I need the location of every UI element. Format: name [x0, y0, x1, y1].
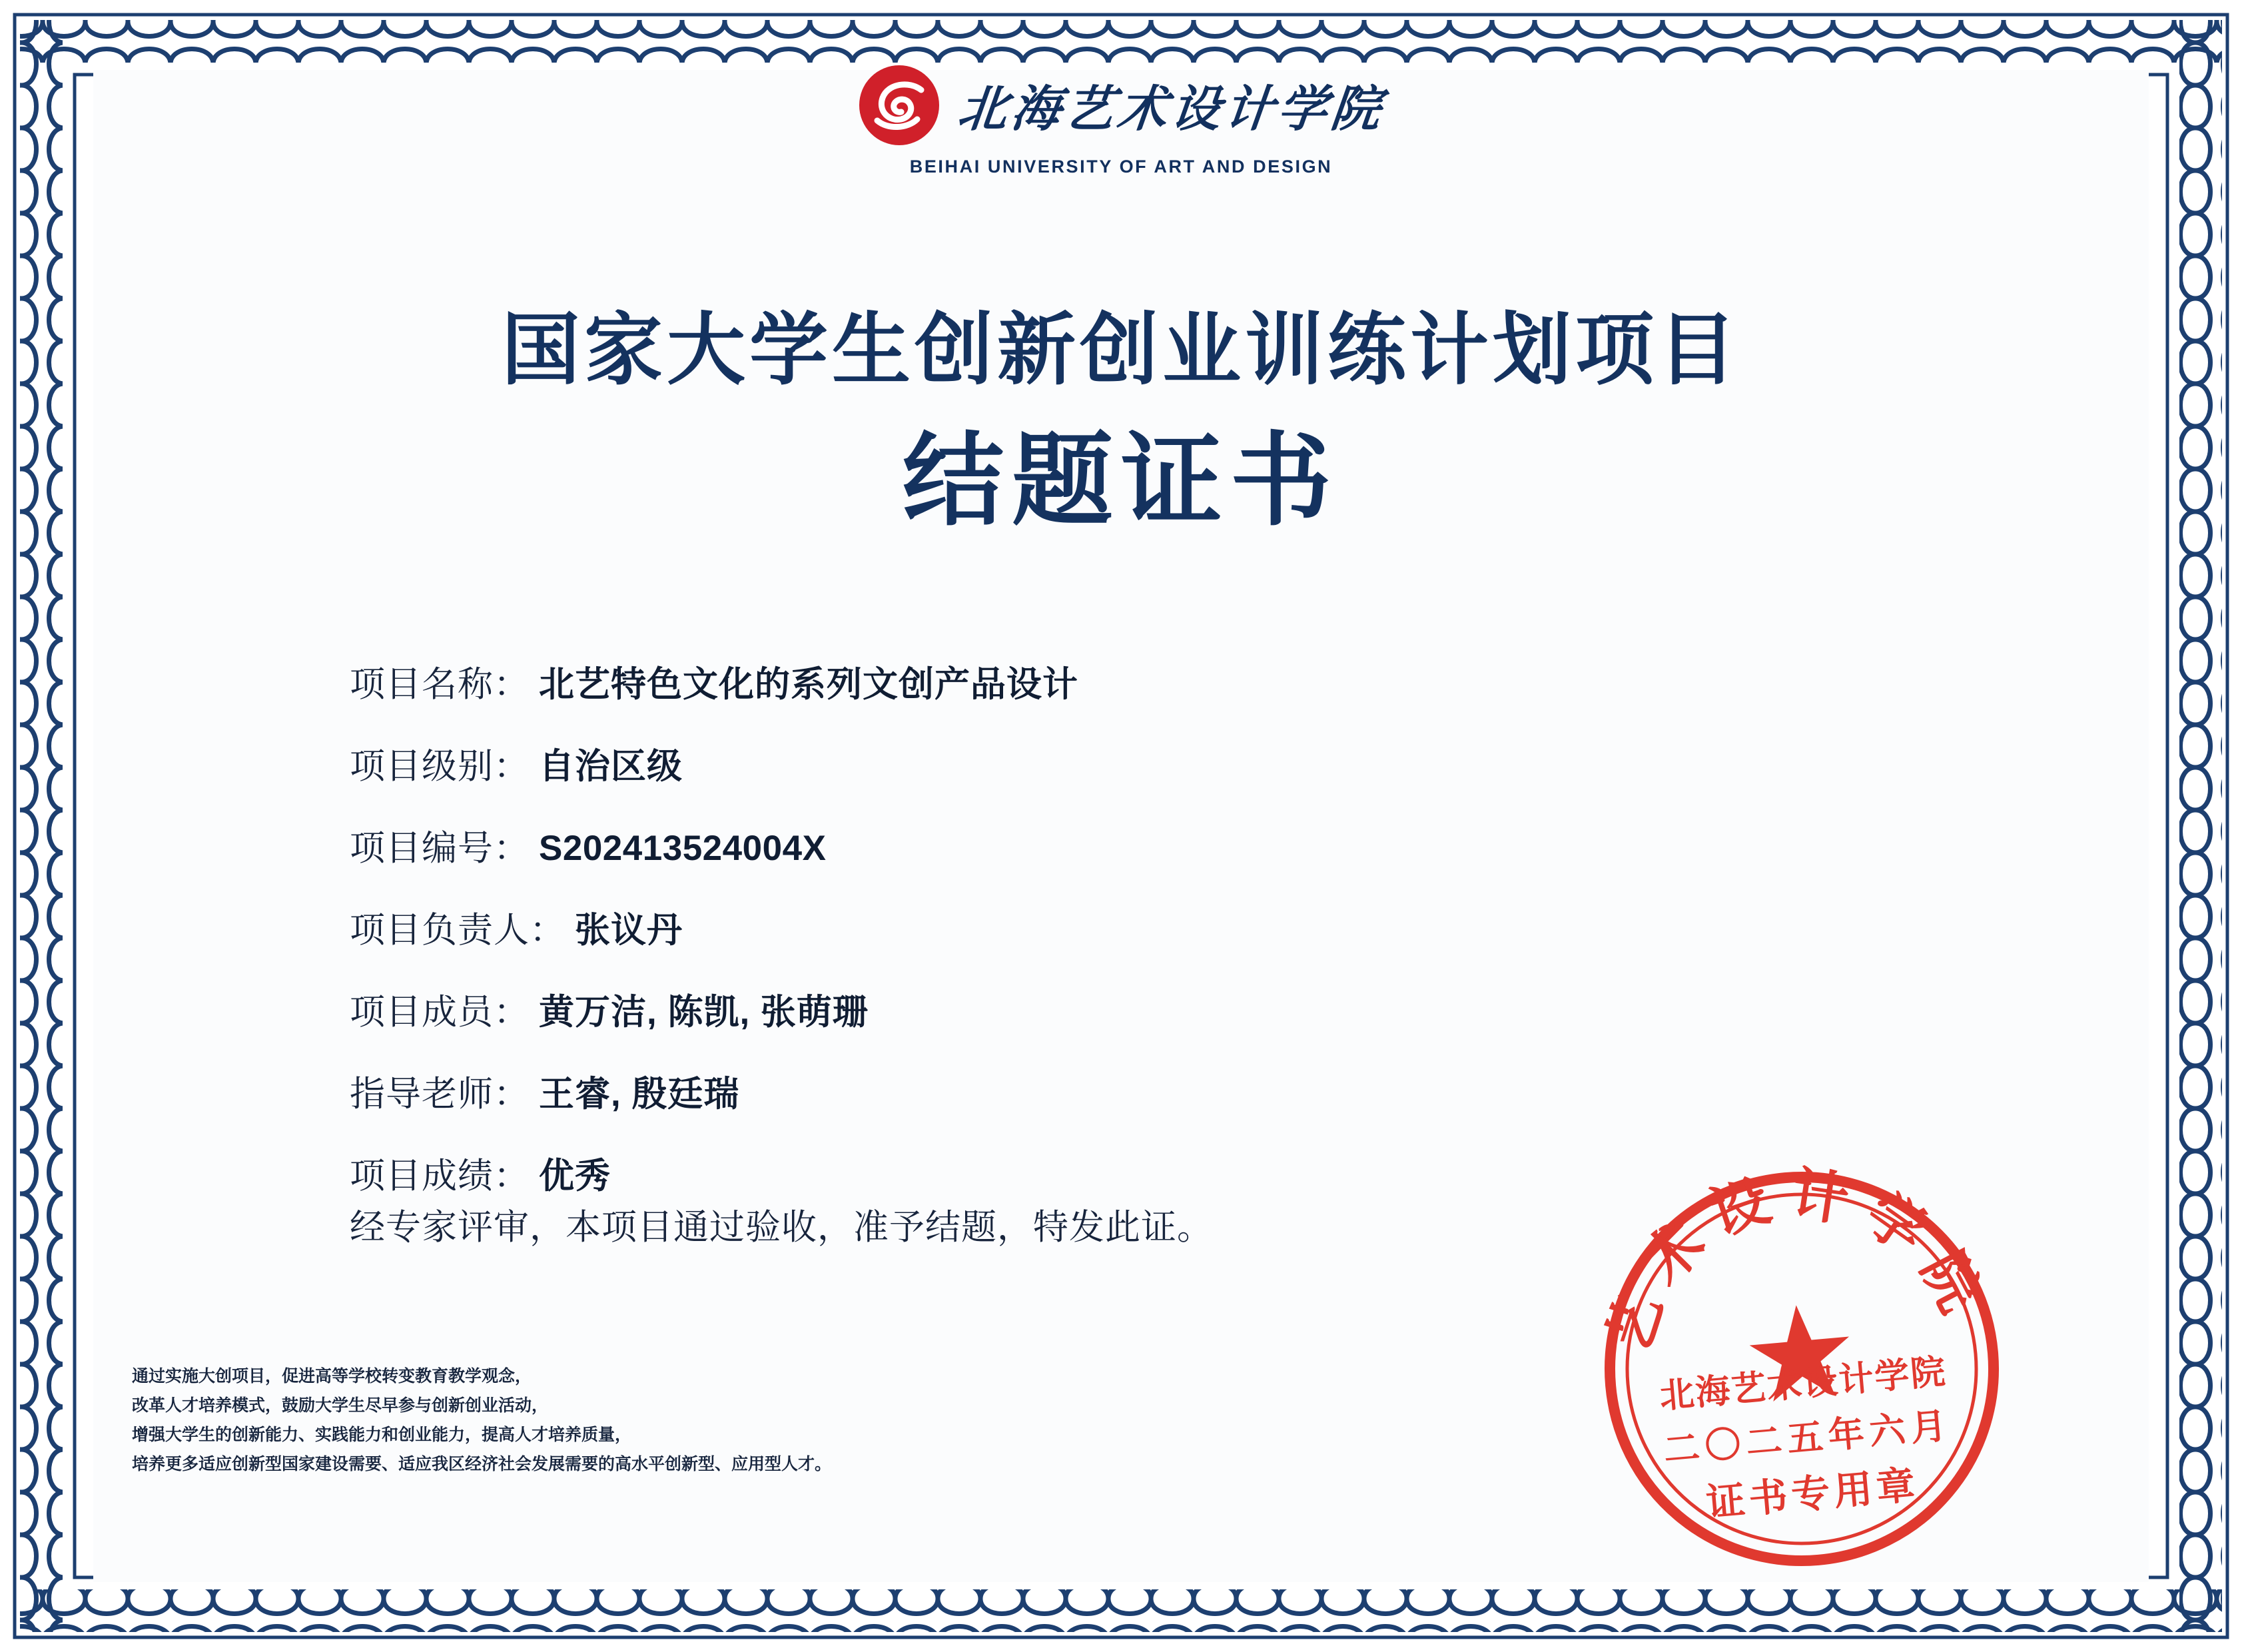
swirl-wave-logo-icon [857, 63, 941, 147]
institution-name-cn: 北海艺术设计学院 [954, 83, 1387, 137]
field-label: 项目成绩： [350, 1156, 530, 1196]
field-value: 王睿, 殷廷瑞 [539, 1074, 740, 1114]
field-label: 项目负责人： [350, 911, 565, 950]
seal-date-text: 二〇二五年六月 [1662, 1405, 1954, 1471]
field-value: S202413524004X [539, 829, 827, 868]
field-value: 北艺特色文化的系列文创产品设计 [539, 665, 1078, 704]
field-project-leader [350, 902, 1815, 953]
field-label: 项目编号： [350, 829, 530, 868]
seal-bottom-text: 证书专用章 [1704, 1463, 1921, 1525]
institution-header [0, 63, 2242, 177]
field-value: 黄万洁, 陈凯, 张萌珊 [539, 993, 869, 1032]
seal-arc-text: 艺术设计学院 [1596, 1161, 2000, 1361]
institution-name-en: BEIHAI UNIVERSITY OF ART AND DESIGN [909, 157, 1333, 177]
field-project-level [350, 738, 1815, 789]
field-advisors [350, 1066, 1815, 1116]
field-label: 项目名称： [350, 665, 530, 704]
field-value: 自治区级 [539, 747, 683, 786]
official-seal [1578, 1145, 2026, 1593]
certificate-footnote [132, 1362, 1131, 1479]
footnote-line: 培养更多适应创新型国家建设需要、适应我区经济社会发展需要的高水平创新型、应用型人才。 [132, 1455, 832, 1473]
footnote-line: 通过实施大创项目，促进高等学校转变教育教学观念， [132, 1368, 532, 1386]
certificate-title-line2: 结题证书 [903, 426, 1339, 538]
footnote-line: 改革人才培养模式，鼓励大学生尽早参与创新创业活动， [132, 1397, 549, 1415]
field-project-members [350, 984, 1815, 1034]
field-project-number [350, 820, 1815, 871]
field-label: 项目级别： [350, 747, 530, 786]
certificate-statement: 经专家评审，本项目通过验收，准予结题，特发此证。 [350, 1208, 1213, 1247]
field-value: 优秀 [539, 1156, 611, 1196]
footnote-line: 增强大学生的创新能力、实践能力和创业能力，提高人才培养质量， [132, 1426, 632, 1444]
certificate-title-line1: 国家大学生创新创业训练计划项目 [501, 307, 1740, 394]
field-label: 项目成员： [350, 993, 530, 1032]
field-project-name [350, 656, 1815, 707]
field-value: 张议丹 [575, 911, 683, 950]
field-label: 指导老师： [350, 1074, 530, 1114]
seal-center-text: 北海艺术设计学院 [1658, 1353, 1948, 1416]
certificate-fields [350, 656, 1815, 1230]
